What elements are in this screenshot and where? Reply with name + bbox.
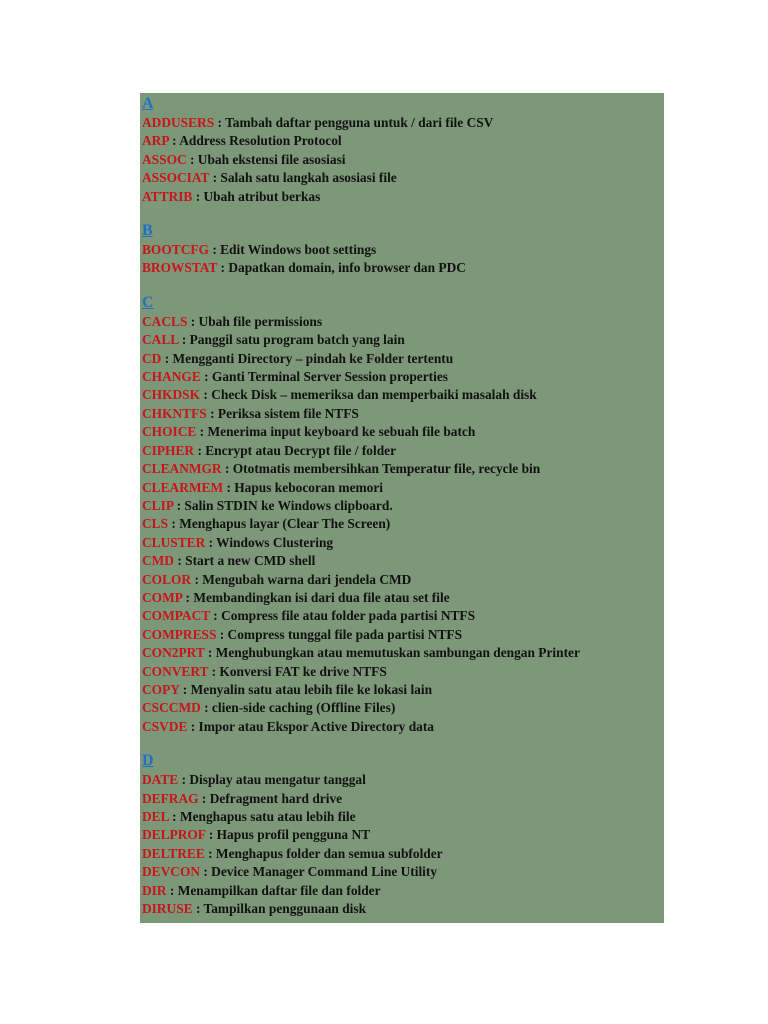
- section-letter-link[interactable]: B: [142, 222, 153, 240]
- command-name: CHOICE: [142, 424, 197, 440]
- command-entry-cd: [142, 350, 664, 368]
- command-name: CLS: [142, 516, 169, 532]
- command-description: : Menghapus folder dan semua subfolder: [204, 845, 443, 861]
- command-entry-compact: [142, 607, 664, 625]
- command-entry-del: [142, 808, 664, 826]
- command-name: ASSOC: [142, 151, 187, 167]
- command-name: BOOTCFG: [142, 242, 209, 258]
- command-name: CHANGE: [142, 369, 201, 385]
- command-name: CLIP: [142, 497, 174, 513]
- command-entry-cipher: [142, 442, 664, 460]
- command-entry-color: [142, 571, 664, 589]
- command-name: ADDUSERS: [142, 115, 215, 130]
- command-description: : Tampilkan penggunaan disk: [192, 901, 367, 917]
- command-description: : Menghapus satu atau lebih file: [168, 809, 356, 824]
- command-name: CONVERT: [142, 663, 209, 679]
- command-name: COMPACT: [142, 608, 210, 624]
- command-entry-dir: [142, 882, 664, 900]
- command-entry-comp: [142, 589, 664, 607]
- command-entry-choice: [142, 423, 664, 441]
- command-name: DELTREE: [142, 845, 205, 861]
- command-name: COMP: [142, 589, 183, 605]
- command-name: DEVCON: [142, 864, 201, 880]
- command-description: : Ubah file permissions: [187, 313, 323, 329]
- command-description: : Defragment hard drive: [198, 790, 343, 806]
- command-entry-devcon: [142, 863, 664, 881]
- command-description: : Impor atau Ekspor Active Directory data: [187, 718, 434, 734]
- letter-section-c: [142, 293, 664, 736]
- command-entry-con2prt: [142, 644, 664, 662]
- command-name: COPY: [142, 681, 180, 697]
- command-description: : Display atau mengatur tanggal: [178, 772, 366, 788]
- command-entry-cleanmgr: [142, 460, 664, 478]
- command-name: CHKDSK: [142, 387, 201, 403]
- command-entry-change: [142, 368, 664, 386]
- command-description: : Encrypt atau Decrypt file / folder: [194, 442, 397, 458]
- command-name: CD: [142, 350, 162, 366]
- letter-section-d: [142, 751, 664, 918]
- command-name: CLEANMGR: [142, 461, 222, 477]
- command-name: CON2PRT: [142, 645, 205, 661]
- command-name: BROWSTAT: [142, 260, 218, 276]
- command-description: : Konversi FAT ke drive NTFS: [208, 663, 387, 679]
- command-description: : Salin STDIN ke Windows clipboard.: [173, 497, 393, 513]
- command-name: ASSOCIAT: [142, 170, 210, 186]
- command-entry-chkntfs: [142, 405, 664, 423]
- command-description: : Check Disk – memeriksa dan memperbaiki masalah disk: [200, 387, 537, 403]
- command-entry-assoc: [142, 151, 664, 169]
- command-entry-csvde: [142, 718, 664, 736]
- command-entry-arp: [142, 132, 664, 150]
- command-name: COLOR: [142, 571, 192, 587]
- command-entry-attrib: [142, 188, 664, 206]
- command-entry-bootcfg: [142, 241, 664, 259]
- command-description: : Address Resolution Protocol: [168, 133, 342, 149]
- command-entry-compress: [142, 626, 664, 644]
- command-entry-diruse: [142, 900, 664, 918]
- command-entry-associat: [142, 169, 664, 187]
- command-description: : Dapatkan domain, info browser dan PDC: [217, 260, 466, 276]
- command-name: DEFRAG: [142, 790, 199, 806]
- letter-section-a: [142, 94, 664, 206]
- command-entry-addusers: [142, 114, 664, 132]
- command-name: CSVDE: [142, 718, 188, 734]
- command-description: : Compress tunggal file pada partisi NTFS: [216, 626, 463, 642]
- command-description: : Tambah daftar pengguna untuk / dari file CSV: [214, 115, 494, 130]
- command-entry-deltree: [142, 845, 664, 863]
- command-description: : Menghubungkan atau memutuskan sambungan dengan Printer: [204, 645, 580, 661]
- command-entry-call: [142, 331, 664, 349]
- command-name: DIRUSE: [142, 901, 193, 917]
- command-name: CHKNTFS: [142, 405, 207, 421]
- command-entry-convert: [142, 663, 664, 681]
- command-name: CIPHER: [142, 442, 195, 458]
- command-description: : Mengganti Directory – pindah ke Folder tertentu: [161, 350, 454, 366]
- command-description: : Ototmatis membersihkan Temperatur file, recycle bin: [221, 461, 541, 477]
- command-entry-cluster: [142, 534, 664, 552]
- command-entry-defrag: [142, 790, 664, 808]
- entry-list: [142, 114, 664, 206]
- command-description: : clien-side caching (Offline Files): [200, 700, 396, 716]
- command-description: : Hapus kebocoran memori: [223, 479, 384, 495]
- entry-list: [142, 241, 664, 278]
- command-name: DATE: [142, 772, 179, 788]
- command-entry-clearmem: [142, 479, 664, 497]
- command-description: : Menampilkan daftar file dan folder: [166, 882, 381, 898]
- command-name: DELPROF: [142, 827, 206, 843]
- command-name: DEL: [142, 809, 169, 824]
- command-description: : Hapus profil pengguna NT: [205, 827, 371, 843]
- command-entry-chkdsk: [142, 386, 664, 404]
- command-description: : Ubah ekstensi file asosiasi: [186, 151, 346, 167]
- command-description: : Start a new CMD shell: [173, 553, 316, 569]
- command-description: : Menghapus layar (Clear The Screen): [168, 516, 391, 532]
- command-name: DIR: [142, 882, 167, 898]
- section-letter-link[interactable]: D: [142, 752, 154, 770]
- command-name: CACLS: [142, 313, 188, 329]
- command-name: CLEARMEM: [142, 479, 224, 495]
- command-name: CSCCMD: [142, 700, 201, 716]
- command-name: CLUSTER: [142, 534, 206, 550]
- command-description: : Panggil satu program batch yang lain: [178, 332, 405, 348]
- section-letter-link[interactable]: C: [142, 293, 154, 311]
- command-entry-date: [142, 771, 664, 789]
- entry-list: [142, 313, 664, 736]
- command-description: : Windows Clustering: [205, 534, 334, 550]
- command-name: CMD: [142, 553, 174, 569]
- command-description: : Edit Windows boot settings: [208, 242, 377, 258]
- command-description: : Periksa sistem file NTFS: [206, 405, 359, 421]
- command-entry-cls: [142, 515, 664, 533]
- command-description: : Ganti Terminal Server Session properties: [200, 369, 449, 385]
- section-letter-link[interactable]: A: [142, 95, 154, 112]
- letter-section-b: [142, 221, 664, 278]
- command-description: : Mengubah warna dari jendela CMD: [191, 571, 412, 587]
- command-description: : Membandingkan isi dari dua file atau set file: [182, 589, 450, 605]
- command-name: COMPRESS: [142, 626, 217, 642]
- command-entry-cmd: [142, 552, 664, 570]
- command-entry-csccmd: [142, 699, 664, 717]
- command-description: : Menerima input keyboard ke sebuah file batch: [196, 424, 476, 440]
- command-name: CALL: [142, 332, 179, 348]
- command-entry-clip: [142, 497, 664, 515]
- document-panel: [140, 93, 664, 923]
- command-entry-delprof: [142, 826, 664, 844]
- command-entry-browstat: [142, 259, 664, 277]
- command-description: : Device Manager Command Line Utility: [200, 864, 438, 880]
- command-description: : Menyalin satu atau lebih file ke lokasi lain: [179, 681, 433, 697]
- entry-list: [142, 771, 664, 918]
- command-name: ARP: [142, 133, 169, 149]
- command-description: : Salah satu langkah asosiasi file: [209, 170, 397, 186]
- command-entry-copy: [142, 681, 664, 699]
- command-entry-cacls: [142, 313, 664, 331]
- command-description: : Compress file atau folder pada partisi NTFS: [209, 608, 476, 624]
- command-description: : Ubah atribut berkas: [192, 188, 321, 204]
- command-name: ATTRIB: [142, 188, 193, 204]
